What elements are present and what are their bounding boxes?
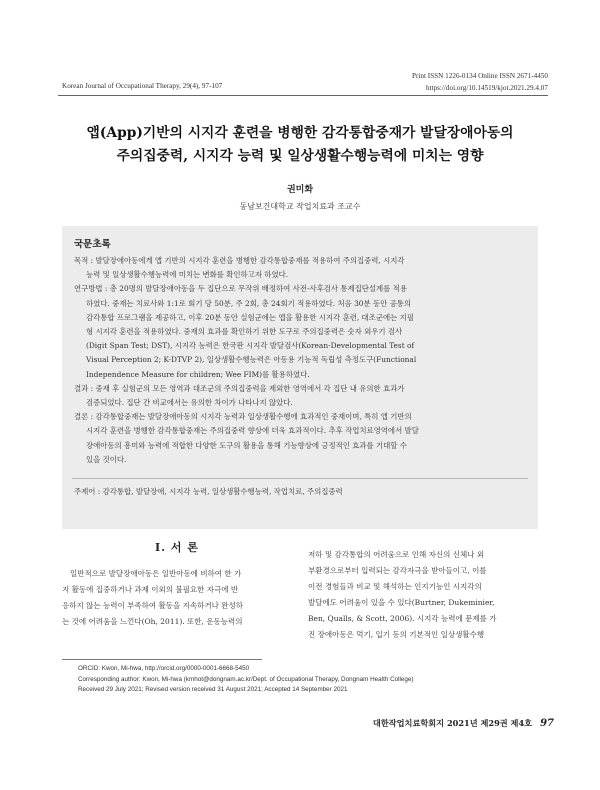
abstract-text: (Digit Span Test; DST), 시지각 능력은 한국판 시지각 발달검사(Korean-Developmental Test of <box>86 341 415 351</box>
abstract-text: 총 20명의 발달장애아동을 두 집단으로 무작위 배정하여 사전-사후검사 통제집단설계를 적용 <box>109 284 407 294</box>
keywords: 주제어 : 감각통합, 발달장애, 시지각 능력, 일상생활수행능력, 작업치료, 주의집중력 <box>74 487 343 497</box>
body-line: 지 활동에 집중하거나 과제 이외의 불필요한 자극에 반 <box>62 584 239 594</box>
footnote-dates: Received 29 July 2021; Revised version received 31 August 2021; Accepted 14 September 2021 <box>78 686 348 694</box>
footnote-rule <box>62 659 262 660</box>
abstract-methods <box>74 282 526 381</box>
abstract-results <box>74 382 526 410</box>
abstract-text: 검증되었다. 집단 간 비교에서는 유의한 차이가 나타나지 않았다. <box>86 398 293 408</box>
abstract-text: 형 시지각 훈련을 적용하였다. 중재의 효과를 확인하기 위한 도구로 주의집중력은 숫자 외우기 검사 <box>86 327 403 337</box>
abstract-text: 있을 것이다. <box>86 454 127 464</box>
body-column-right <box>308 547 538 642</box>
body-line: 응하지 않는 능력이 부족하여 활동을 지속하거나 완성하 <box>62 600 243 610</box>
abstract-text: Independence Measure for children; Wee FIM)를 활용하였다. <box>86 369 310 379</box>
body-line: 는 것에 어려움을 느낀다(Oh, 2011). 또한, 운동능력의 <box>62 616 243 626</box>
body-line: 이전 경험들과 비교 및 해석하는 인지기능인 시지각의 <box>308 581 482 591</box>
header-rule <box>58 95 548 96</box>
body-line: 발달에도 어려움이 있을 수 있다(Burtner, Dukeminier, <box>308 597 495 607</box>
issn: Print ISSN 1226-0134 Online ISSN 2671-4450 <box>412 72 548 80</box>
footer-journal: 대한작업치료학회지 2021년 제29권 제4호 <box>372 718 533 728</box>
abstract-label: 결론 : <box>74 412 96 422</box>
abstract-box <box>62 226 538 529</box>
author-name: 권미화 <box>286 185 314 195</box>
body-line: Ben, Qualls, & Scott, 2006). 시지각 능력에 문제를 가 <box>308 613 497 623</box>
abstract-conclusion <box>74 410 526 467</box>
abstract-text: Visual Perception 2; K-DTVP 2), 일상생활수행능력은 아동용 기능적 독립성 측정도구(Functional <box>86 355 417 365</box>
doi: https://doi.org/10.14519/kjot.2021.29.4.07 <box>425 84 548 92</box>
footnote-orcid: ORCID: Kwon, Mi-hwa, http://orcid.org/0000-0001-6668-5450 <box>78 665 250 672</box>
body-line: 일반적으로 발달장애아동은 일반아동에 비하여 한 가 <box>70 568 242 578</box>
abstract-text: 하였다. 중재는 치료사와 1:1로 회기 당 50분, 주 2회, 총 24회기 적용하였다. 처음 30분 동안 공통의 <box>86 298 412 308</box>
body-line: 진 장애아동은 먹기, 입기 등의 기본적인 일상생활수행 <box>308 629 485 639</box>
abstract-text: 감각통합중재는 발달장애아동의 시지각 능력과 일상생활수행에 효과적인 중재이며, 특히 앱 기반의 <box>95 412 412 422</box>
body-line: 부환경으로부터 입력되는 감각자극을 받아들이고, 이를 <box>308 565 487 575</box>
page-number: 97 <box>540 718 554 729</box>
abstract-text: 장애아동의 흥미와 능력에 적합한 다양한 도구의 활용을 통해 기능향상에 긍정적인 효과를 기대할 수 <box>86 440 407 450</box>
footnote-corresponding: Corresponding author: Kwon, Mi-hwa (kmhot@dongnam.ac.kr/Dept. of Occupational Therapy, Dongnam Health College) <box>78 675 414 683</box>
title-line-1: 앱(App)기반의 시지각 훈련을 병행한 감각통합중재가 발달장애아동의 <box>86 125 514 141</box>
abstract-text: 시지각 훈련을 병행한 감각통합중재는 주의집중력 향상에 더욱 효과적이다. 추후 작업치료영역에서 발달 <box>86 426 419 436</box>
abstract-label: 목적 : <box>74 256 96 265</box>
abstract-label: 결과 : <box>74 383 96 393</box>
abstract-text: 능력 및 일상생활수행능력에 미치는 변화를 확인하고자 하였다. <box>86 270 289 280</box>
footnotes <box>78 664 414 696</box>
page-footer <box>373 718 554 729</box>
abstract-text: 감각통합 프로그램을 제공하고, 이후 20분 동안 실험군에는 앱을 활용한 시지각 훈련, 대조군에는 지필 <box>86 312 414 322</box>
abstract-purpose <box>74 254 526 282</box>
body-line: 저하 및 감각통합의 어려움으로 인해 자신의 신체나 외 <box>308 550 485 559</box>
author-affiliation: 동남보건대학교 작업치료과 조교수 <box>239 202 361 211</box>
article-title <box>60 122 540 168</box>
body-column-left <box>62 540 292 630</box>
journal-citation: Korean Journal of Occupational Therapy, 29(4), 97-107 <box>62 82 223 90</box>
abstract-label: 연구방법 : <box>74 284 110 294</box>
abstract-text: 중재 후 실험군의 모든 영역과 대조군의 주의집중력을 제외한 영역에서 각 집단 내 유의한 효과가 <box>95 383 405 393</box>
abstract-divider <box>72 478 528 479</box>
abstract-heading: 국문초록 <box>74 239 111 250</box>
abstract-text: 발달장애아동에게 앱 기반의 시지각 훈련을 병행한 감각통합중재를 적용하여 주의집중력, 시지각 <box>95 256 405 265</box>
issn-doi-block <box>412 70 548 94</box>
section-heading: Ⅰ. 서 론 <box>155 541 199 554</box>
title-line-2: 주의집중력, 시지각 능력 및 일상생활수행능력에 미치는 영향 <box>116 148 484 164</box>
